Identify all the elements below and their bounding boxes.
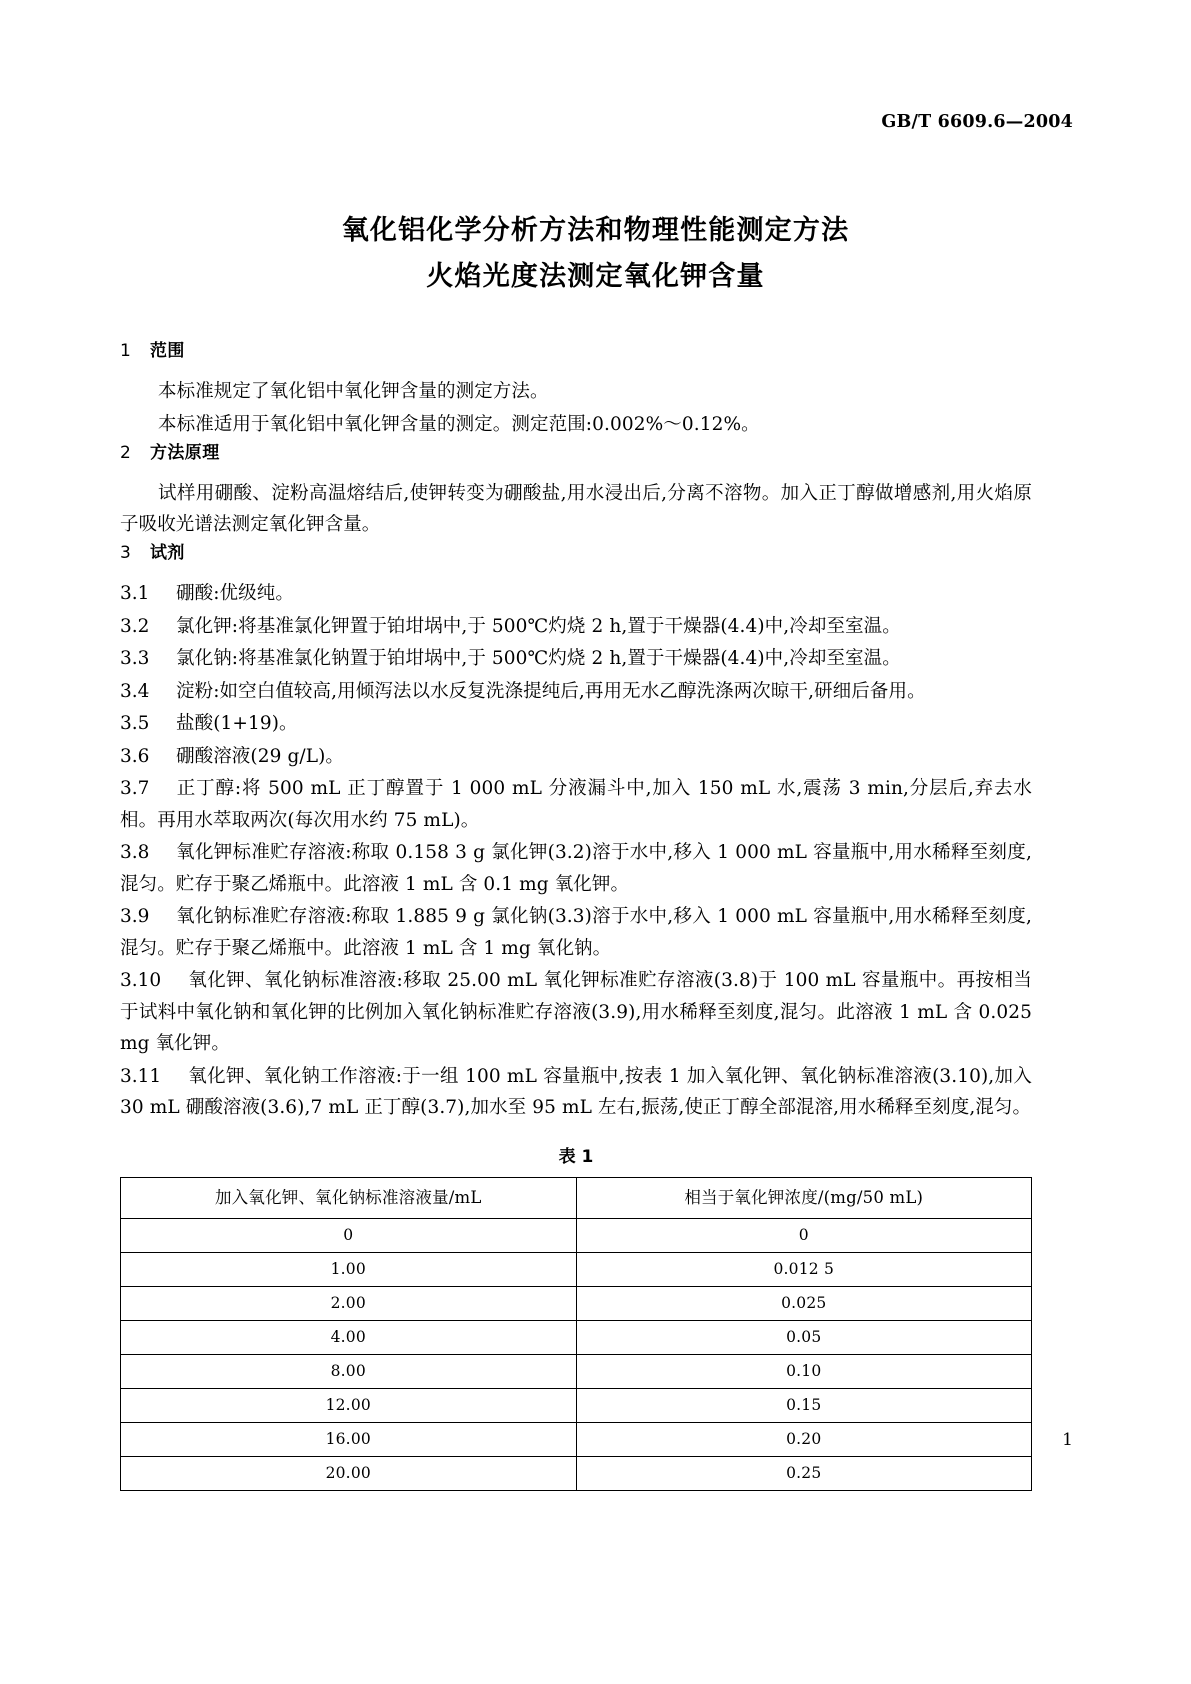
section-title-principle: 方法原理 bbox=[150, 443, 220, 463]
table-row bbox=[121, 1422, 1032, 1456]
standard-number-text: GB/T 6609.6—2004 bbox=[881, 112, 1073, 132]
table-row bbox=[121, 1252, 1032, 1286]
section-title-reagents: 试剂 bbox=[150, 543, 185, 563]
reagent-item bbox=[120, 643, 1032, 675]
reagent-item bbox=[120, 965, 1032, 1060]
scope-paragraph-1: 本标准规定了氧化铝中氧化钾含量的测定方法。 bbox=[158, 381, 549, 402]
cell-volume: 12.00 bbox=[121, 1388, 577, 1422]
table-row bbox=[121, 1388, 1032, 1422]
reagent-item bbox=[120, 773, 1032, 836]
section-number-scope: 1 bbox=[120, 341, 132, 361]
reagent-text: 硼酸溶液(29 g/L)。 bbox=[176, 745, 345, 767]
cell-concentration: 0.025 bbox=[576, 1286, 1032, 1320]
reagent-item bbox=[120, 578, 1032, 610]
title-line-1: 氧化铝化学分析方法和物理性能测定方法 bbox=[341, 215, 850, 246]
section-heading-reagents bbox=[120, 542, 1032, 564]
page-number: 1 bbox=[1062, 1430, 1073, 1450]
reagent-item bbox=[120, 837, 1032, 900]
table-row bbox=[121, 1286, 1032, 1320]
reagent-index: 3.9 bbox=[120, 906, 150, 927]
cell-concentration: 0.05 bbox=[576, 1320, 1032, 1354]
cell-concentration: 0.012 5 bbox=[576, 1252, 1032, 1286]
reagent-index: 3.11 bbox=[120, 1065, 162, 1087]
section-heading-scope bbox=[120, 340, 1032, 362]
document-title bbox=[0, 208, 1191, 300]
table-row bbox=[121, 1354, 1032, 1388]
standard-number-header bbox=[881, 112, 1073, 132]
cell-volume: 0 bbox=[121, 1218, 577, 1252]
table-header-row bbox=[121, 1177, 1032, 1218]
reagent-item bbox=[120, 741, 1032, 773]
cell-volume: 1.00 bbox=[121, 1252, 577, 1286]
reagent-text: 盐酸(1+19)。 bbox=[176, 713, 298, 734]
section-number-principle: 2 bbox=[120, 443, 132, 463]
title-line-2: 火焰光度法测定氧化钾含量 bbox=[426, 261, 765, 292]
reagent-text: 氯化钠:将基准氯化钠置于铂坩埚中,于 500℃灼烧 2 h,置于干燥器(4.4)中,冷却至室温。 bbox=[176, 648, 901, 669]
reagent-index: 3.1 bbox=[120, 583, 150, 604]
principle-paragraph-1: 试样用硼酸、淀粉高温熔结后,使钾转变为硼酸盐,用水浸出后,分离不溶物。加入正丁醇做增感剂,用火焰原子吸收光谱法测定氧化钾含量。 bbox=[120, 483, 1032, 535]
reagent-index: 3.3 bbox=[120, 648, 150, 669]
reagent-item bbox=[120, 708, 1032, 740]
cell-volume: 8.00 bbox=[121, 1354, 577, 1388]
document-body bbox=[120, 340, 1032, 1491]
reagent-text: 淀粉:如空白值较高,用倾泻法以水反复洗涤提纯后,再用无水乙醇洗涤两次晾干,研细后备用。 bbox=[176, 680, 926, 702]
cell-concentration: 0.15 bbox=[576, 1388, 1032, 1422]
reagent-text: 氧化钠标准贮存溶液:称取 1.885 9 g 氯化钠(3.3)溶于水中,移入 1 000 mL 容量瓶中,用水稀释至刻度,混匀。贮存于聚乙烯瓶中。此溶液 1 mL 含 1 mg 氧化钠。 bbox=[120, 906, 1032, 959]
cell-concentration: 0.25 bbox=[576, 1456, 1032, 1490]
reagent-index: 3.10 bbox=[120, 970, 162, 991]
cell-concentration: 0 bbox=[576, 1218, 1032, 1252]
reagent-text: 氧化钾、氧化钠工作溶液:于一组 100 mL 容量瓶中,按表 1 加入氧化钾、氧化钠标准溶液(3.10),加入 30 mL 硼酸溶液(3.6),7 mL 正丁醇(3.7),加水至 95 mL 左右,振荡,使正丁醇全部混溶,用水稀释至刻度,混匀。 bbox=[120, 1065, 1032, 1118]
table-row bbox=[121, 1320, 1032, 1354]
cell-volume: 16.00 bbox=[121, 1422, 577, 1456]
reagent-index: 3.4 bbox=[120, 680, 150, 702]
reagent-index: 3.6 bbox=[120, 745, 150, 767]
table-column-header-concentration: 相当于氧化钾浓度/(mg/50 mL) bbox=[576, 1177, 1032, 1218]
reagent-text: 氧化钾标准贮存溶液:称取 0.158 3 g 氯化钾(3.2)溶于水中,移入 1 000 mL 容量瓶中,用水稀释至刻度,混匀。贮存于聚乙烯瓶中。此溶液 1 mL 含 0.1 mg 氧化钾。 bbox=[120, 842, 1032, 895]
reagent-index: 3.5 bbox=[120, 713, 150, 734]
scope-paragraph-2: 本标准适用于氧化铝中氧化钾含量的测定。测定范围:0.002%～0.12%。 bbox=[158, 414, 760, 435]
section-number-reagents: 3 bbox=[120, 543, 132, 563]
reagent-index: 3.7 bbox=[120, 778, 150, 799]
reagent-text: 氯化钾:将基准氯化钾置于铂坩埚中,于 500℃灼烧 2 h,置于干燥器(4.4)中,冷却至室温。 bbox=[176, 615, 901, 637]
cell-volume: 2.00 bbox=[121, 1286, 577, 1320]
reagent-item bbox=[120, 1061, 1032, 1124]
table-caption: 表 1 bbox=[558, 1146, 594, 1167]
table-column-header-volume: 加入氧化钾、氧化钠标准溶液量/mL bbox=[121, 1177, 577, 1218]
table-row bbox=[121, 1218, 1032, 1252]
reagent-item bbox=[120, 676, 1032, 708]
section-title-scope: 范围 bbox=[150, 341, 185, 361]
table-1 bbox=[120, 1177, 1032, 1491]
reagent-index: 3.8 bbox=[120, 842, 150, 863]
cell-concentration: 0.10 bbox=[576, 1354, 1032, 1388]
cell-concentration: 0.20 bbox=[576, 1422, 1032, 1456]
section-heading-principle bbox=[120, 442, 1032, 464]
table-row bbox=[121, 1456, 1032, 1490]
reagent-index: 3.2 bbox=[120, 615, 150, 637]
cell-volume: 20.00 bbox=[121, 1456, 577, 1490]
reagent-text: 氧化钾、氧化钠标准溶液:移取 25.00 mL 氧化钾标准贮存溶液(3.8)于 100 mL 容量瓶中。再按相当于试料中氧化钠和氧化钾的比例加入氧化钠标准贮存溶液(3.9),用水稀释至刻度,混匀。此溶液 1 mL 含 0.025 mg 氧化钾。 bbox=[120, 970, 1032, 1054]
reagent-item bbox=[120, 611, 1032, 643]
reagent-text: 硼酸:优级纯。 bbox=[176, 583, 294, 604]
reagent-item bbox=[120, 901, 1032, 964]
reagent-text: 正丁醇:将 500 mL 正丁醇置于 1 000 mL 分液漏斗中,加入 150 mL 水,震荡 3 min,分层后,弃去水相。再用水萃取两次(每次用水约 75 mL)。 bbox=[120, 778, 1032, 831]
cell-volume: 4.00 bbox=[121, 1320, 577, 1354]
